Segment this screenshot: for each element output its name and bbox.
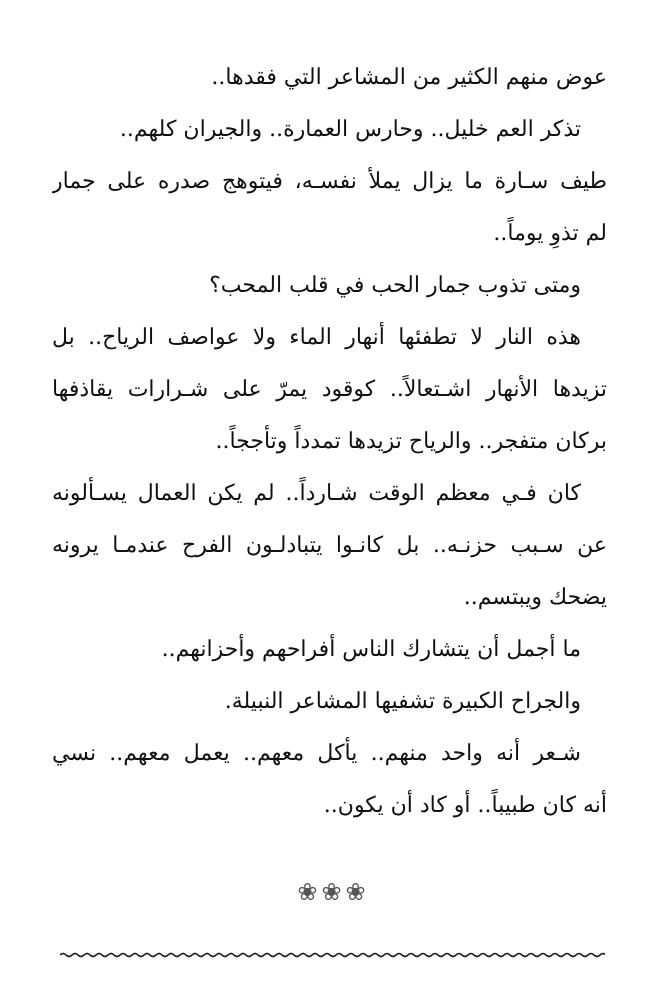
flower-icon: ❀ bbox=[297, 878, 318, 906]
wavy-divider bbox=[60, 948, 605, 962]
text-line-6: هذه النار لا تطفئها أنهار الماء ولا عواصف الرياح.. بل bbox=[52, 325, 581, 350]
text-line-12: ما أجمل أن يتشارك الناس أفراحهم وأحزانهم.. bbox=[161, 637, 581, 662]
text-line-13: والجراح الكبيرة تشفيها المشاعر النبيلة. bbox=[224, 689, 581, 714]
text-line-3: طيف سـارة ما يزال يملأ نفسـه، فيتوهج صدره على جمار bbox=[52, 169, 607, 194]
text-line-8: بركان متفجر.. والرياح تزيدها تمدداً وتأججاً.. bbox=[215, 429, 607, 454]
text-line-7: تزيدها الأنهار اشـتعالاً.. كوقود يمرّ على شـرارات يقاذفها bbox=[52, 377, 607, 402]
text-line-15: أنه كان طبيباً.. أو كاد أن يكون.. bbox=[323, 793, 607, 818]
flower-icon: ❀ bbox=[321, 878, 342, 906]
section-ornament bbox=[0, 872, 663, 912]
flower-icon: ❀ bbox=[345, 878, 366, 906]
text-line-1: عوض منهم الكثير من المشاعر التي فقدها.. bbox=[211, 65, 607, 90]
text-line-11: يضحك ويبتسم.. bbox=[463, 585, 607, 610]
text-line-5: ومتى تذوب جمار الحب في قلب المحب؟ bbox=[209, 273, 581, 298]
text-line-2: تذكر العم خليل.. وحارس العمارة.. والجيران كلهم.. bbox=[119, 117, 581, 142]
text-line-4: لم تذوِ يوماً.. bbox=[493, 221, 607, 246]
text-line-14: شـعر أنه واحد منهم.. يأكل معهم.. يعمل معهم.. نسي bbox=[52, 741, 581, 766]
body-text bbox=[52, 52, 607, 832]
text-line-10: عن سـبب حزنـه.. بل كانـوا يتبادلـون الفرح عندمـا يرونه bbox=[52, 533, 607, 558]
text-line-9: كان فـي معظم الوقت شـارداً.. لم يكن العمال يسـألونه bbox=[52, 481, 581, 506]
